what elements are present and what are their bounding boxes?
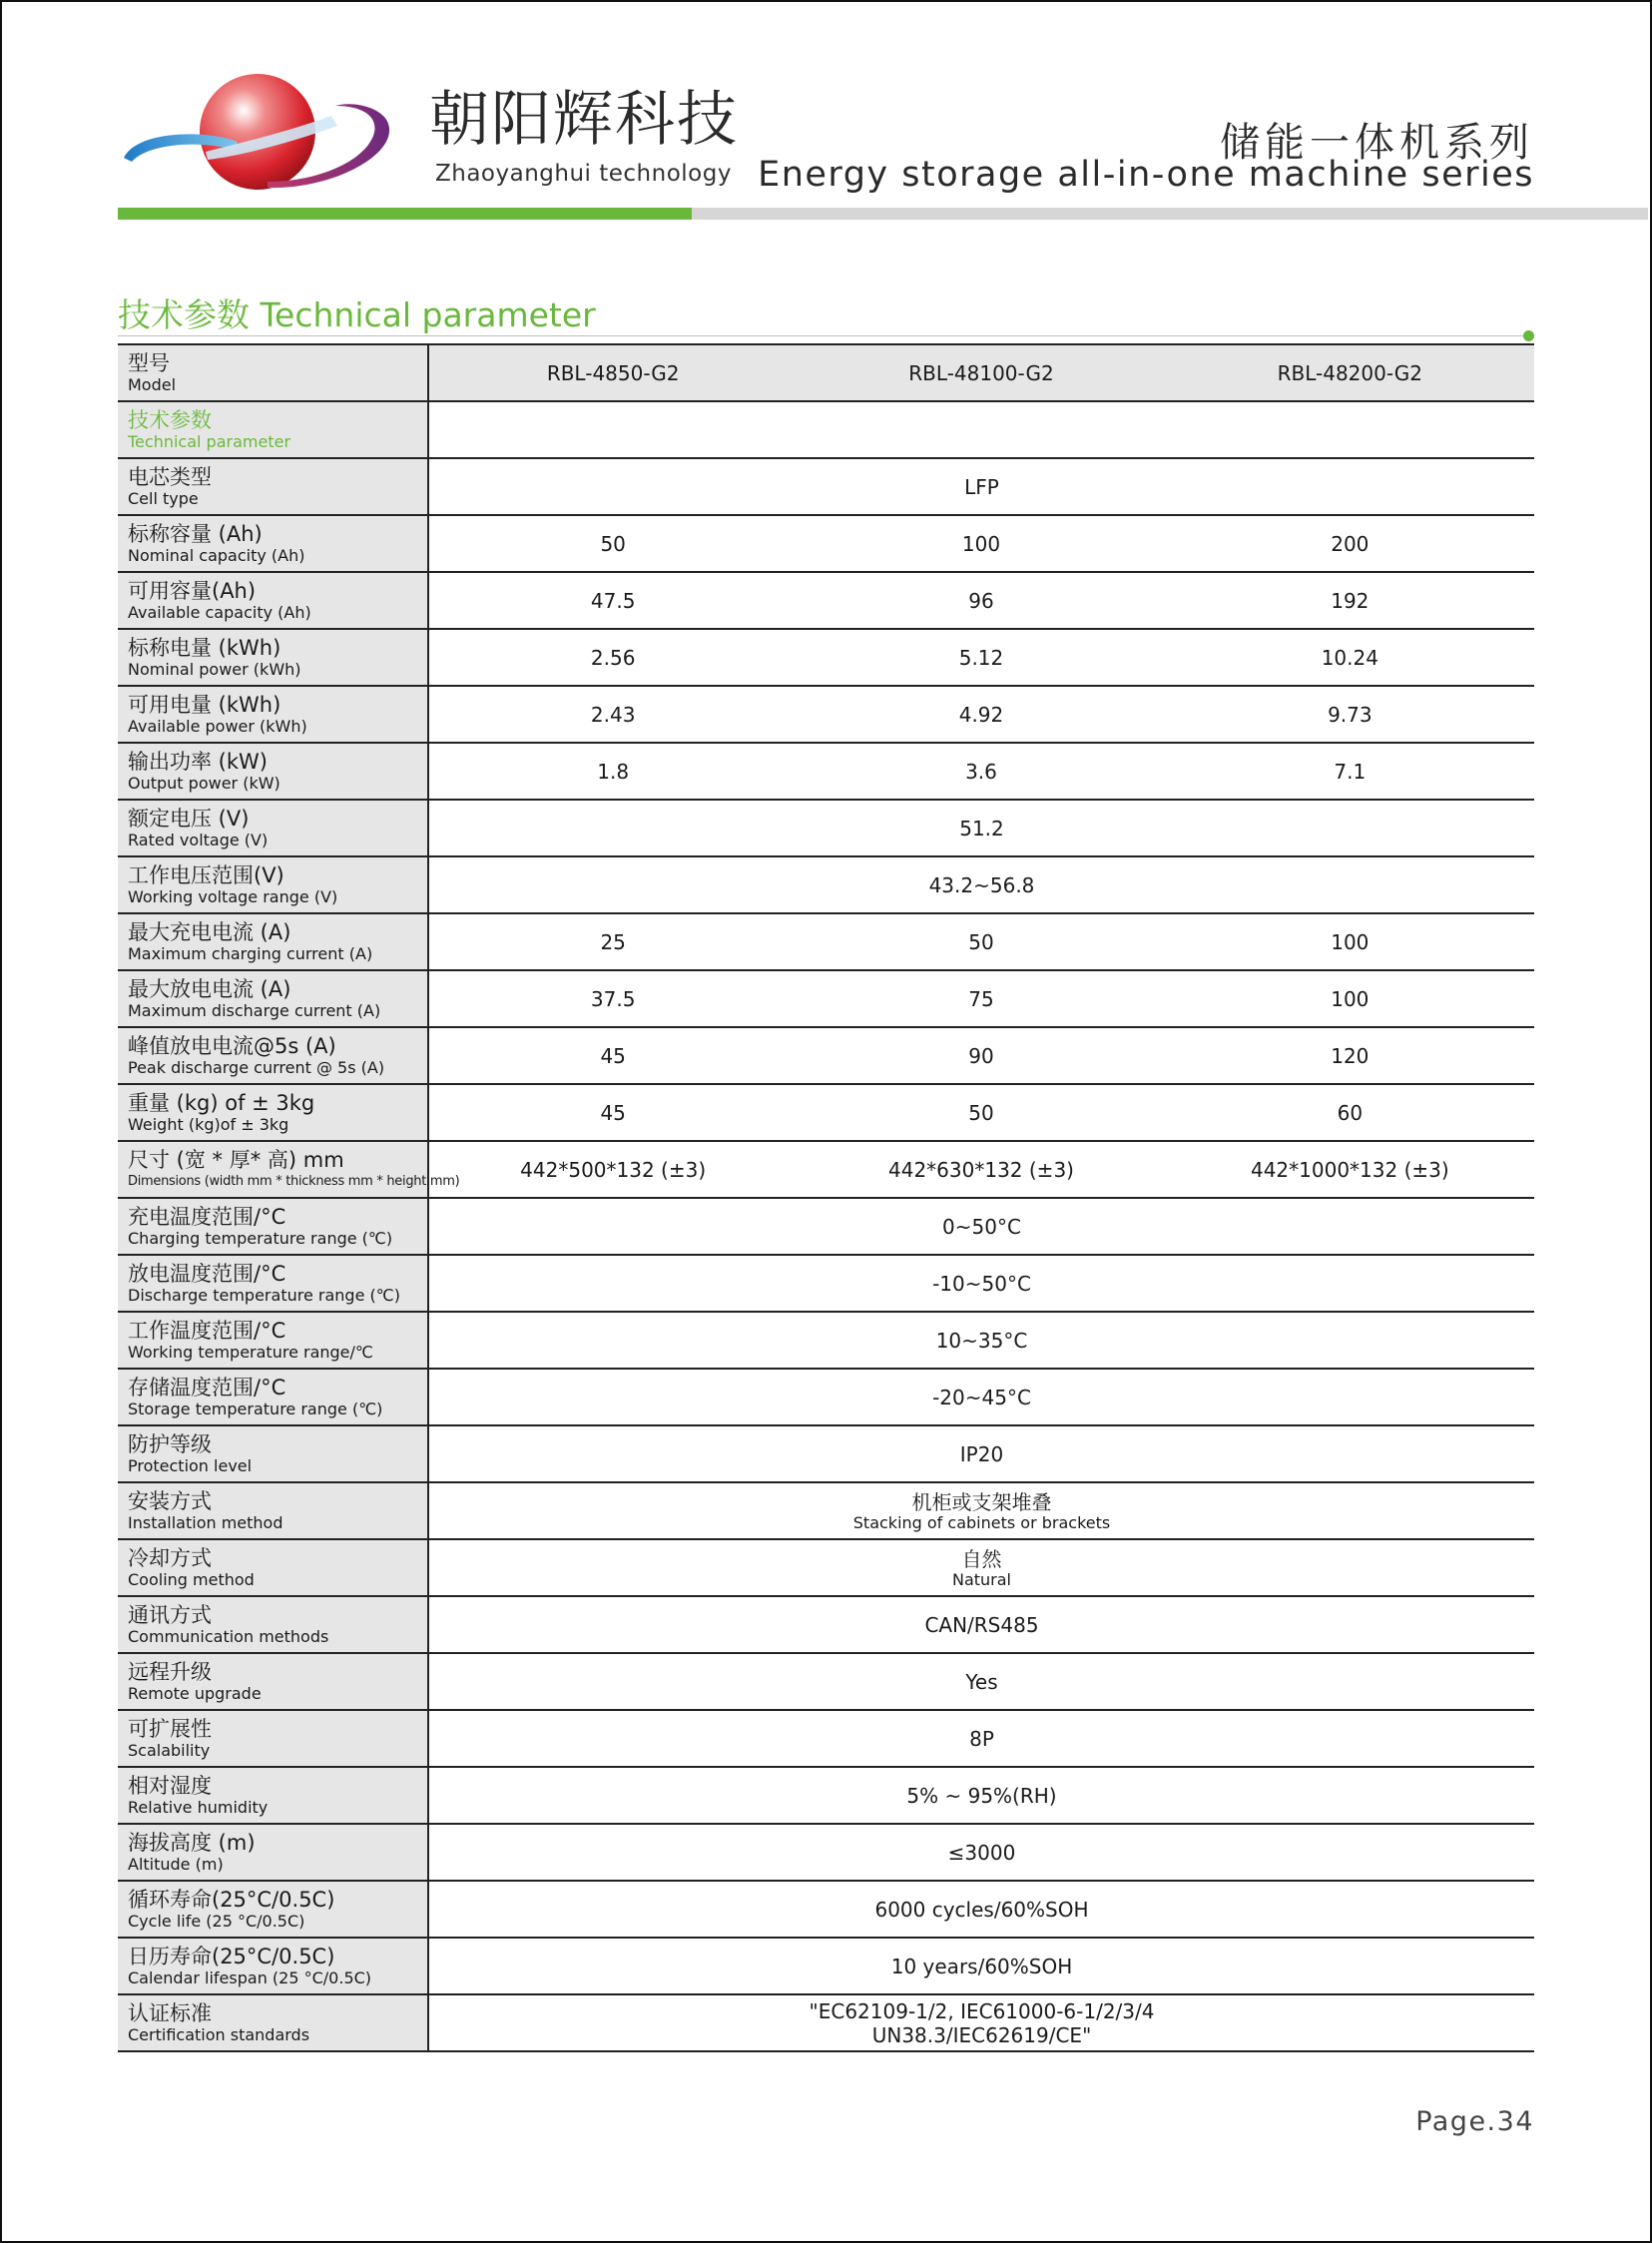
spec-value: 10 years/60%SOH <box>890 1954 1073 1978</box>
spec-row <box>118 1767 1534 1824</box>
spec-row <box>118 1881 1534 1938</box>
spec-value: 442*1000*132 (±3) <box>1166 1141 1534 1198</box>
row-label-cn: 可扩展性 <box>128 1717 212 1741</box>
brand-name-en: Zhaoyanghui technology <box>435 161 732 187</box>
spec-value: LFP <box>964 474 999 499</box>
row-label-en: Maximum discharge current (A) <box>128 1001 381 1020</box>
model-name: RBL-48200-G2 <box>1166 344 1534 401</box>
row-label-en: Altitude (m) <box>128 1855 224 1874</box>
row-label-cell <box>118 1369 428 1425</box>
spec-value-span <box>428 800 1534 856</box>
spec-value: 25 <box>428 913 797 970</box>
page-number: Page.34 <box>1415 2106 1534 2137</box>
row-label-cell <box>118 970 428 1027</box>
row-label-en: Available capacity (Ah) <box>128 603 311 622</box>
spec-row <box>118 856 1534 913</box>
row-label-cn: 技术参数 <box>128 408 212 432</box>
model-name: RBL-48100-G2 <box>797 344 1165 401</box>
row-label-cell <box>118 1425 428 1482</box>
spec-row <box>118 800 1534 856</box>
spec-value: 37.5 <box>428 970 797 1027</box>
spec-value: ≤3000 <box>947 1840 1016 1865</box>
spec-value: 120 <box>1166 1027 1534 1084</box>
row-label-cell <box>118 572 428 629</box>
row-label-cn: 可用电量 (kWh) <box>128 693 281 717</box>
spec-value: 5% ~ 95%(RH) <box>906 1783 1057 1808</box>
row-label-cell <box>118 1312 428 1369</box>
row-label-en: Technical parameter <box>128 432 291 451</box>
spec-value-span <box>428 1824 1534 1881</box>
spec-value: 45 <box>428 1027 797 1084</box>
spec-value: 1.8 <box>428 743 797 800</box>
spec-row <box>118 1710 1534 1767</box>
spec-value: 10.24 <box>1166 629 1534 686</box>
row-label-cell <box>118 743 428 800</box>
row-label-cn: 标称容量 (Ah) <box>128 522 263 546</box>
spec-row <box>118 1994 1534 2051</box>
spec-value: 100 <box>1166 913 1534 970</box>
spec-row <box>118 572 1534 629</box>
row-label-en: Rated voltage (V) <box>128 831 269 849</box>
series-title-en: Energy storage all-in-one machine series <box>758 155 1534 195</box>
row-label-en: Peak discharge current @ 5s (A) <box>128 1058 385 1077</box>
row-label-cn: 最大充电电流 (A) <box>128 920 291 944</box>
spec-value: -10~50°C <box>932 1271 1031 1296</box>
spec-value: 5.12 <box>797 629 1165 686</box>
brand-name-cn: 朝阳辉科技 <box>429 85 739 155</box>
spec-value-span <box>428 458 1534 515</box>
spec-value: 2.43 <box>428 686 797 743</box>
row-label-cell <box>118 458 428 515</box>
row-label-cn: 重量 (kg) of ± 3kg <box>128 1091 315 1115</box>
spec-value: Yes <box>965 1669 998 1694</box>
section-title: 技术参数 Technical parameter <box>118 295 596 334</box>
spec-table <box>118 343 1534 2052</box>
row-label-en: Storage temperature range (℃) <box>128 1400 383 1418</box>
row-label-cn: 海拔高度 (m) <box>128 1831 256 1855</box>
spec-value-span <box>428 1255 1534 1312</box>
row-label-en: Calendar lifespan (25 °C/0.5C) <box>128 1968 372 1987</box>
spec-row <box>118 743 1534 800</box>
row-label-cell <box>118 1824 428 1881</box>
row-label-cn: 放电温度范围/°C <box>128 1262 286 1286</box>
spec-row <box>118 1425 1534 1482</box>
row-label-en: Available power (kWh) <box>128 717 307 736</box>
spec-value: 100 <box>797 515 1165 572</box>
spec-value-span <box>428 1482 1534 1539</box>
spec-value: 192 <box>1166 572 1534 629</box>
spec-value: 75 <box>797 970 1165 1027</box>
row-label-cell <box>118 1767 428 1824</box>
row-label-cn: 充电温度范围/°C <box>128 1205 286 1229</box>
row-label-cn: 电芯类型 <box>128 465 212 489</box>
row-label-cn: 输出功率 (kW) <box>128 750 268 774</box>
row-label-cn: 额定电压 (V) <box>128 807 250 831</box>
spec-row <box>118 1539 1534 1596</box>
spec-value: 200 <box>1166 515 1534 572</box>
row-label-en: Charging temperature range (℃) <box>128 1229 393 1248</box>
spec-value-span <box>428 1596 1534 1653</box>
row-label-en: Output power (kW) <box>128 774 280 793</box>
spec-row <box>118 913 1534 970</box>
spec-row <box>118 1141 1534 1198</box>
spec-value: 机柜或支架堆叠 <box>911 1489 1052 1514</box>
spec-value: 45 <box>428 1084 797 1141</box>
row-label-cell <box>118 1710 428 1767</box>
spec-value: 442*500*132 (±3) <box>428 1141 797 1198</box>
spec-value: 3.6 <box>797 743 1165 800</box>
spec-value: 90 <box>797 1027 1165 1084</box>
spec-row <box>118 686 1534 743</box>
row-label-en: Scalability <box>128 1741 211 1760</box>
row-label-cn: 工作温度范围/°C <box>128 1319 286 1343</box>
row-label-cn: 型号 <box>128 351 170 375</box>
spec-value-sub: Stacking of cabinets or brackets <box>852 1512 1111 1532</box>
row-label-cn: 存储温度范围/°C <box>128 1376 286 1400</box>
row-label-en: Model <box>128 375 177 394</box>
spec-row <box>118 1596 1534 1653</box>
spec-value-span <box>428 1198 1534 1255</box>
spec-row <box>118 515 1534 572</box>
spec-value: 442*630*132 (±3) <box>797 1141 1165 1198</box>
row-label-cn: 峰值放电电流@5s (A) <box>128 1034 336 1058</box>
row-label-en: Nominal power (kWh) <box>128 660 301 679</box>
row-label-cell <box>118 1994 428 2051</box>
spec-value: 100 <box>1166 970 1534 1027</box>
row-label-en: Communication methods <box>128 1627 329 1646</box>
row-label-en: Remote upgrade <box>128 1684 262 1703</box>
spec-row <box>118 1482 1534 1539</box>
spec-value: 0~50°C <box>942 1214 1021 1239</box>
row-label-en: Installation method <box>128 1513 283 1532</box>
spec-value: "EC62109-1/2, IEC61000-6-1/2/3/4 <box>809 1998 1155 2023</box>
row-label-cell <box>118 1938 428 1994</box>
row-label-en: Protection level <box>128 1456 253 1475</box>
row-label-en: Relative humidity <box>128 1798 269 1817</box>
spec-row <box>118 458 1534 515</box>
spec-row <box>118 1255 1534 1312</box>
row-label-en: Cycle life (25 °C/0.5C) <box>128 1912 305 1931</box>
row-label-cn: 相对湿度 <box>128 1774 212 1798</box>
row-label-cell <box>118 1255 428 1312</box>
row-label-en: Working voltage range (V) <box>128 887 338 906</box>
spec-value-span <box>428 1767 1534 1824</box>
spec-row <box>118 629 1534 686</box>
spec-value-span <box>428 1425 1534 1482</box>
row-label-cell <box>118 515 428 572</box>
row-label-cn: 防护等级 <box>128 1432 212 1456</box>
tech-param-row <box>118 401 1534 458</box>
spec-value: CAN/RS485 <box>924 1612 1039 1637</box>
spec-value: 50 <box>428 515 797 572</box>
spec-value-span <box>428 1710 1534 1767</box>
spec-value-span <box>428 1369 1534 1425</box>
row-label-cell <box>118 1482 428 1539</box>
spec-value: -20~45°C <box>932 1385 1031 1409</box>
row-label-cell <box>118 1084 428 1141</box>
spec-value: 2.56 <box>428 629 797 686</box>
row-label-cn: 安装方式 <box>128 1489 212 1513</box>
spec-value: 自然 <box>961 1546 1002 1571</box>
spec-row <box>118 1938 1534 1994</box>
row-label-en: Cell type <box>128 489 199 508</box>
row-label-en: Certification standards <box>128 2025 310 2044</box>
row-label-en: Working temperature range/℃ <box>128 1343 373 1362</box>
model-row <box>118 344 1534 401</box>
spec-value: 9.73 <box>1166 686 1534 743</box>
section-divider-dot <box>1523 330 1534 341</box>
row-label-cn: 认证标准 <box>128 2001 212 2025</box>
row-label-cn: 工作电压范围(V) <box>128 863 284 887</box>
spec-row <box>118 1653 1534 1710</box>
row-label-en: Discharge temperature range (℃) <box>128 1286 400 1305</box>
section-divider <box>118 335 1528 336</box>
empty-cell <box>428 401 1534 458</box>
row-label-cell <box>118 856 428 913</box>
row-label-cn: 尺寸 (宽 * 厚* 高) mm <box>128 1148 344 1172</box>
row-label-cn: 标称电量 (kWh) <box>128 636 281 660</box>
spec-value-span <box>428 1312 1534 1369</box>
header-bar-grey <box>692 208 1648 220</box>
spec-value: 6000 cycles/60%SOH <box>874 1897 1089 1922</box>
row-label-cn: 可用容量(Ah) <box>128 579 257 603</box>
row-label-cell <box>118 1198 428 1255</box>
spec-value-line2: UN38.3/IEC62619/CE" <box>871 2022 1092 2047</box>
row-label-en: Weight (kg)of ± 3kg <box>128 1115 289 1134</box>
tech-param-label-cell <box>118 401 428 458</box>
row-label-cell <box>118 1141 460 1198</box>
spec-value-span <box>428 1653 1534 1710</box>
row-label-en: Nominal capacity (Ah) <box>128 546 305 565</box>
row-label-cn: 冷却方式 <box>128 1546 212 1570</box>
row-label-cell <box>118 800 428 856</box>
spec-row <box>118 1198 1534 1255</box>
row-label-cell <box>118 1539 428 1596</box>
spec-row <box>118 970 1534 1027</box>
model-label-cell <box>118 344 428 401</box>
spec-value-span <box>428 1994 1534 2051</box>
spec-value: 10~35°C <box>935 1328 1028 1353</box>
row-label-en: Cooling method <box>128 1570 255 1589</box>
row-label-cell <box>118 1596 428 1653</box>
row-label-cell <box>118 1027 428 1084</box>
spec-value: 60 <box>1166 1084 1534 1141</box>
spec-value-span <box>428 1539 1534 1596</box>
spec-row <box>118 1369 1534 1425</box>
spec-value: 4.92 <box>797 686 1165 743</box>
spec-value-span <box>428 1881 1534 1938</box>
row-label-cell <box>118 913 428 970</box>
spec-value: 7.1 <box>1166 743 1534 800</box>
spec-value: 51.2 <box>959 816 1004 841</box>
series-title-cn: 储能一体机系列 <box>1220 120 1534 166</box>
row-label-cn: 日历寿命(25°C/0.5C) <box>128 1945 335 1968</box>
spec-row <box>118 1084 1534 1141</box>
row-label-cn: 循环寿命(25°C/0.5C) <box>128 1888 335 1912</box>
spec-value-span <box>428 856 1534 913</box>
spec-value: 8P <box>969 1726 994 1751</box>
row-label-cell <box>118 686 428 743</box>
spec-value: 43.2~56.8 <box>928 872 1035 897</box>
spec-value: 96 <box>797 572 1165 629</box>
spec-value: IP20 <box>959 1441 1004 1466</box>
company-logo <box>118 70 397 200</box>
row-label-cn: 远程升级 <box>128 1660 212 1684</box>
spec-value: 50 <box>797 913 1165 970</box>
row-label-en: Dimensions (width mm * thickness mm * height mm) <box>128 1174 460 1189</box>
row-label-cell <box>118 629 428 686</box>
spec-value-sub: Natural <box>951 1569 1011 1589</box>
row-label-en: Maximum charging current (A) <box>128 944 373 963</box>
spec-row <box>118 1824 1534 1881</box>
row-label-cell <box>118 1881 428 1938</box>
row-label-cn: 通讯方式 <box>128 1603 212 1627</box>
row-label-cn: 最大放电电流 (A) <box>128 977 291 1001</box>
spec-value-span <box>428 1938 1534 1994</box>
model-name: RBL-4850-G2 <box>428 344 797 401</box>
spec-value: 50 <box>797 1084 1165 1141</box>
header-bar-green <box>118 208 692 220</box>
spec-row <box>118 1027 1534 1084</box>
spec-row <box>118 1312 1534 1369</box>
row-label-cell <box>118 1653 428 1710</box>
spec-value: 47.5 <box>428 572 797 629</box>
